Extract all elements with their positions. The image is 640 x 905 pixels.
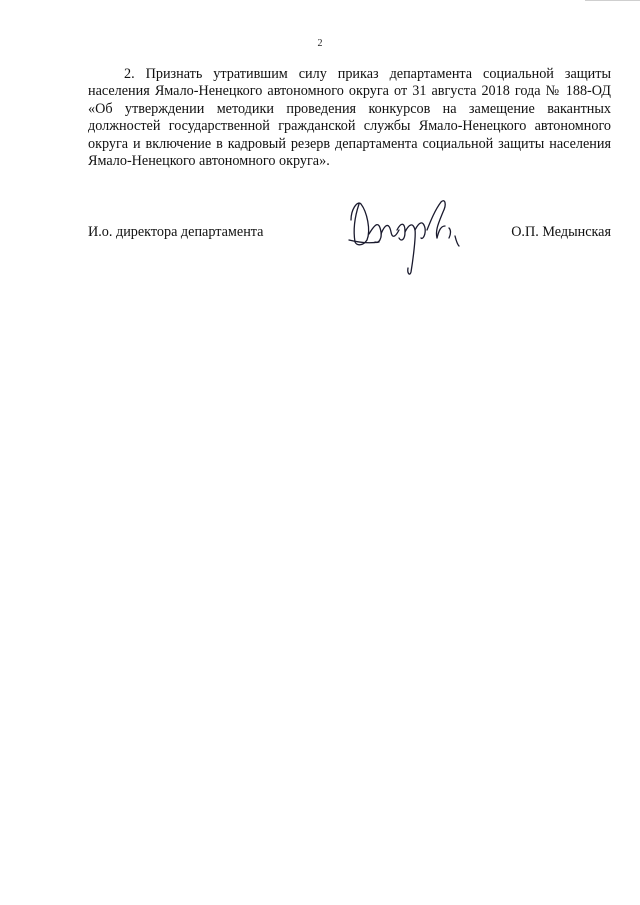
scan-edge-mark <box>585 0 640 1</box>
handwritten-signature-icon <box>345 190 475 280</box>
signer-name: О.П. Медынская <box>511 224 611 240</box>
signer-title: И.о. директора департамента <box>88 224 264 240</box>
body-paragraph: 2. Признать утратившим силу приказ департамента социальной защиты населения Ямало-Ненецкого автономного округа от 31 августа 2018 года № 188-ОД «Об утверждении методики проведения конкурсов на замещение вакантных должностей государственной гражданской службы Ямало-Ненецкого автономного округа и включение в кадровый резерв департамента социальной защиты населения Ямало-Ненецкого автономного округа». <box>88 66 611 170</box>
page-number: 2 <box>317 38 323 49</box>
